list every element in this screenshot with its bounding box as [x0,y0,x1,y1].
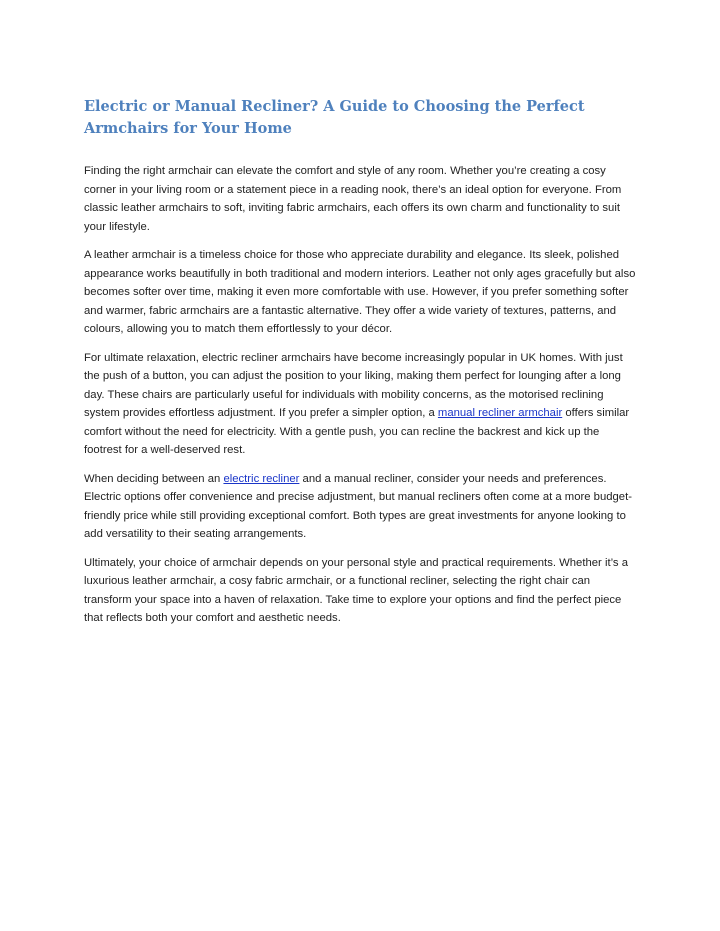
electric-recliner-link[interactable]: electric recliner [223,472,300,485]
paragraph-intro: Finding the right armchair can elevate the comfort and style of any room. Whether you’re creating a cosy corner in your living room or a statement piece in a reading nook, there’s an ideal option for everyone. From classic leather armchairs to soft, inviting fabric armchairs, each offers its own charm and functionality to suit your lifestyle. [84,165,622,233]
paragraph-deciding [84,470,636,544]
document-page [84,96,636,638]
paragraph-leather: A leather armchair is a timeless choice for those who appreciate durability and elegance. Its sleek, polished appearance works beautifully in both traditional and modern interiors. Leather not only ages gracefully but also becomes softer over time, making it even more comfortable with use. However, if you prefer something softer and warmer, fabric armchairs are a fantastic alternative. They offer a wide variety of textures, patterns, and colours, allowing you to match them effortlessly to your décor. [84,249,636,335]
paragraph-electric-recliners [84,349,636,460]
page-title: Electric or Manual Recliner? A Guide to Choosing the Perfect Armchairs for Your Home [84,98,585,137]
paragraph-text-after-link: and a manual recliner, consider your needs and preferences. Electric options offer convenience and precise adjustment, but manual recliners often come at a more budget-friendly price while still providing exceptional comfort. Both types are great investments for anyone looking to add versatility to their seating arrangements. [84,472,632,540]
paragraph-text-after-link: offers similar comfort without the need for electricity. With a gentle push, you can recline the backrest and kick up the footrest for a well-deserved rest. [84,407,630,456]
manual-recliner-armchair-link[interactable]: manual recliner armchair [437,407,563,419]
paragraph-conclusion: Ultimately, your choice of armchair depends on your personal style and practical requirements. Whether it’s a luxurious leather armchair, a cosy fabric armchair, or a functional recliner, selecting the right chair can transform your space into a haven of relaxation. Take time to explore your options and find the perfect piece that reflects both your comfort and aesthetic needs. [84,556,628,624]
paragraph-text-before-link: When deciding between an [84,472,224,485]
paragraph-text-before-link: For ultimate relaxation, electric recliner armchairs have become increasingly popular in UK homes. With just the push of a button, you can adjust the position to your liking, making them perfect for lounging after a long day. These chairs are particularly useful for individuals with mobility concerns, as the motorised reclining system provides effortless adjustment. If you prefer a simpler option, a [84,351,623,419]
